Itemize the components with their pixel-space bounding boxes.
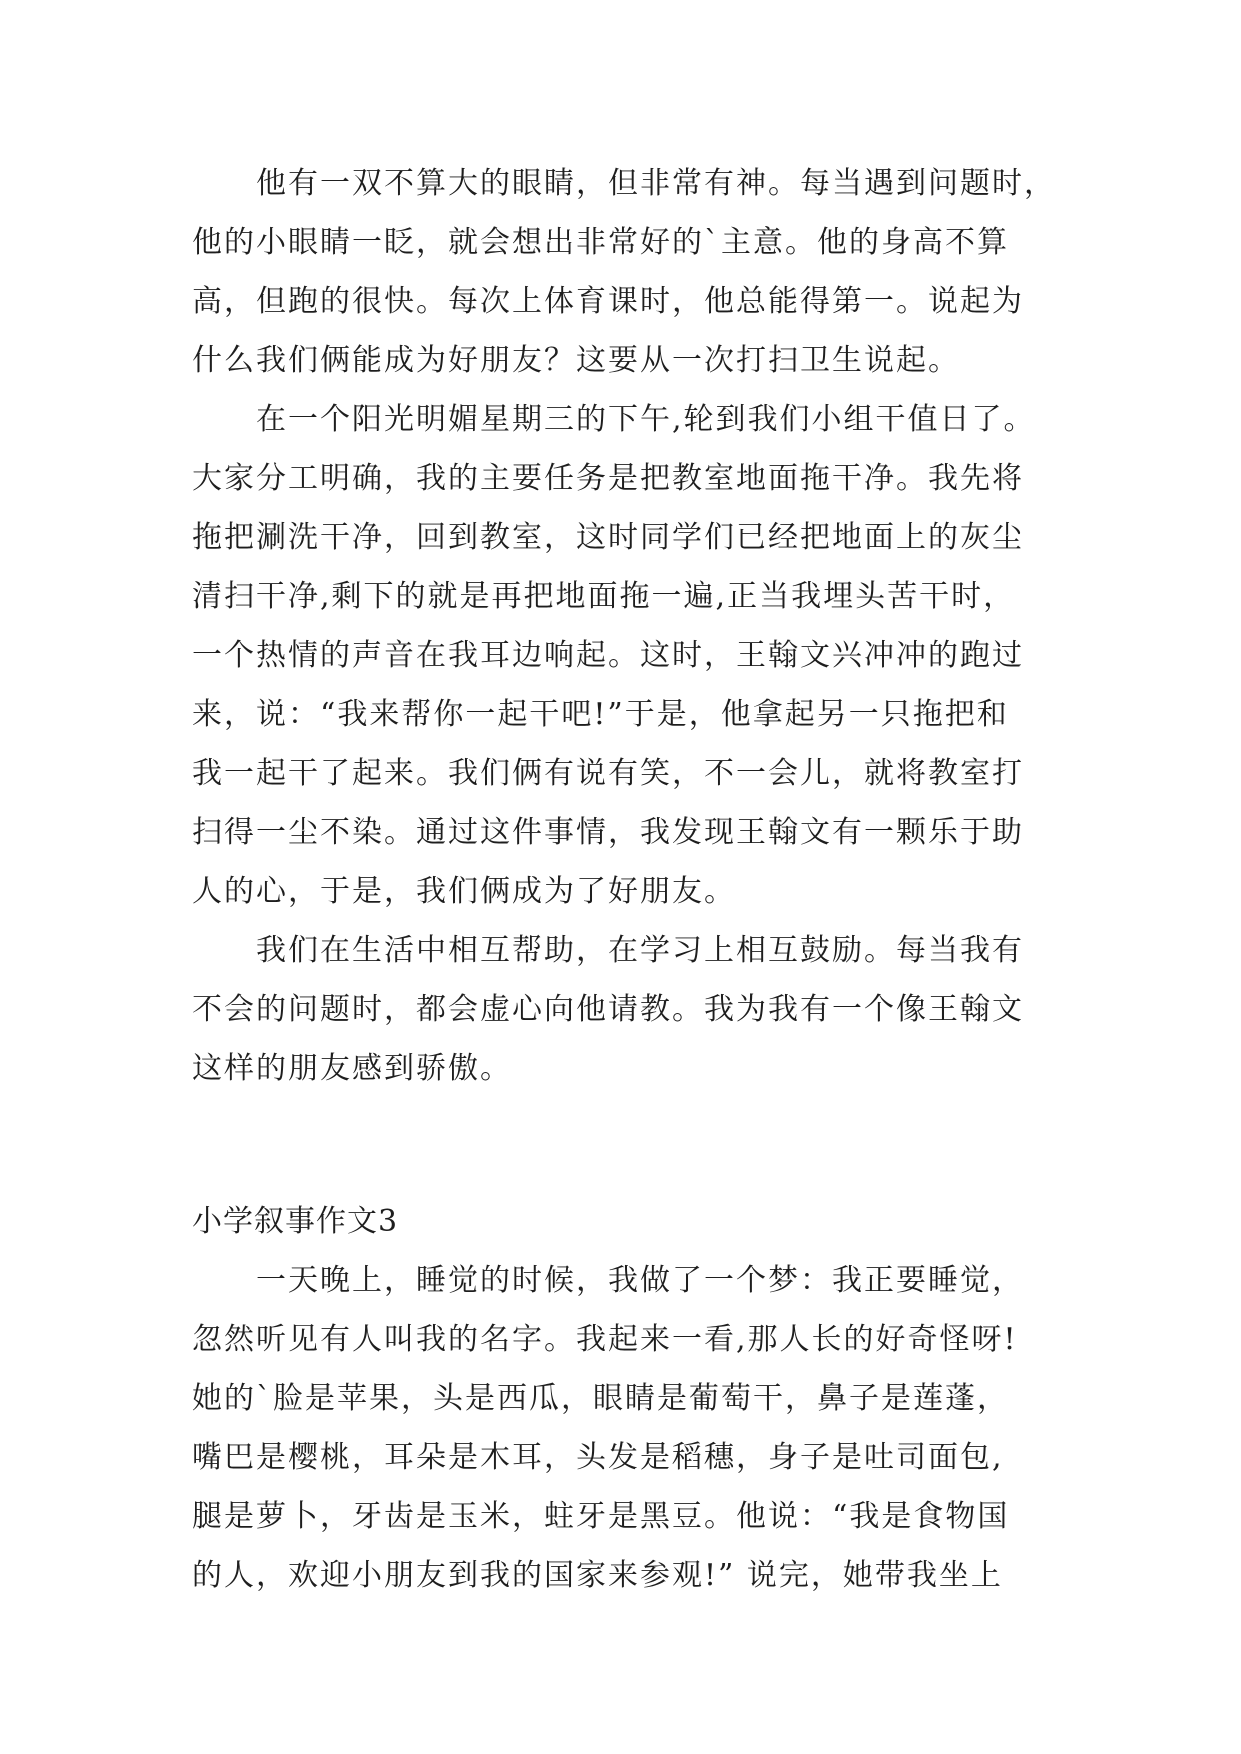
text-line: 这样的朋友感到骄傲。 (192, 1051, 512, 1086)
text-line: 我一起干了起来。我们俩有说有笑，不一会儿，就将教室打 (192, 756, 1024, 791)
text-line: 不会的问题时，都会虚心向他请教。我为我有一个像王翰文 (192, 992, 1024, 1027)
section-title: 小学叙事作文3 (192, 1204, 399, 1239)
text-line: 扫得一尘不染。通过这件事情，我发现王翰文有一颗乐于助 (192, 815, 1024, 850)
section-spacer (192, 1098, 1052, 1192)
document-body (192, 154, 1056, 1605)
text-line: 一天晚上，睡觉的时候，我做了一个梦：我正要睡觉， (256, 1263, 1024, 1298)
text-line: 拖把涮洗干净，回到教室，这时同学们已经把地面上的灰尘 (192, 520, 1024, 555)
text-line: 的人，欢迎小朋友到我的国家来参观!” 说完，她带我坐上 (192, 1558, 1003, 1593)
text-line: 什么我们俩能成为好朋友？这要从一次打扫卫生说起。 (192, 343, 960, 378)
text-line: 一个热情的声音在我耳边响起。这时，王翰文兴冲冲的跑过 (192, 638, 1024, 673)
text-line: 来，说：“我来帮你一起干吧!”于是，他拿起另一只拖把和 (192, 697, 1009, 732)
text-line: 她的`脸是苹果，头是西瓜，眼睛是葡萄干，鼻子是莲蓬， (192, 1381, 1009, 1416)
paragraph-1 (192, 154, 1056, 390)
paragraph-3 (192, 921, 1052, 1098)
text-line: 我们在生活中相互帮助，在学习上相互鼓励。每当我有 (256, 933, 1024, 968)
text-line: 高，但跑的很快。每次上体育课时，他总能得第一。说起为 (192, 284, 1024, 319)
text-line: 他有一双不算大的眼睛，但非常有神。每当遇到问题时， (256, 166, 1056, 201)
text-line: 清扫干净,剩下的就是再把地面拖一遍,正当我埋头苦干时， (192, 579, 1016, 614)
text-line: 忽然听见有人叫我的名字。我起来一看,那人长的好奇怪呀! (192, 1322, 1018, 1357)
text-line: 人的心，于是，我们俩成为了好朋友。 (192, 874, 736, 909)
text-line: 在一个阳光明媚星期三的下午,轮到我们小组干值日了。 (256, 402, 1036, 437)
paragraph-2 (192, 390, 1052, 921)
paragraph-4 (192, 1251, 1052, 1605)
text-line: 腿是萝卜，牙齿是玉米，蛀牙是黑豆。他说：“我是食物国 (192, 1499, 1010, 1534)
text-line: 大家分工明确，我的主要任务是把教室地面拖干净。我先将 (192, 461, 1024, 496)
text-line: 嘴巴是樱桃，耳朵是木耳，头发是稻穗，身子是吐司面包, (192, 1440, 1004, 1475)
text-line: 他的小眼睛一眨，就会想出非常好的`主意。他的身高不算 (192, 225, 1009, 260)
